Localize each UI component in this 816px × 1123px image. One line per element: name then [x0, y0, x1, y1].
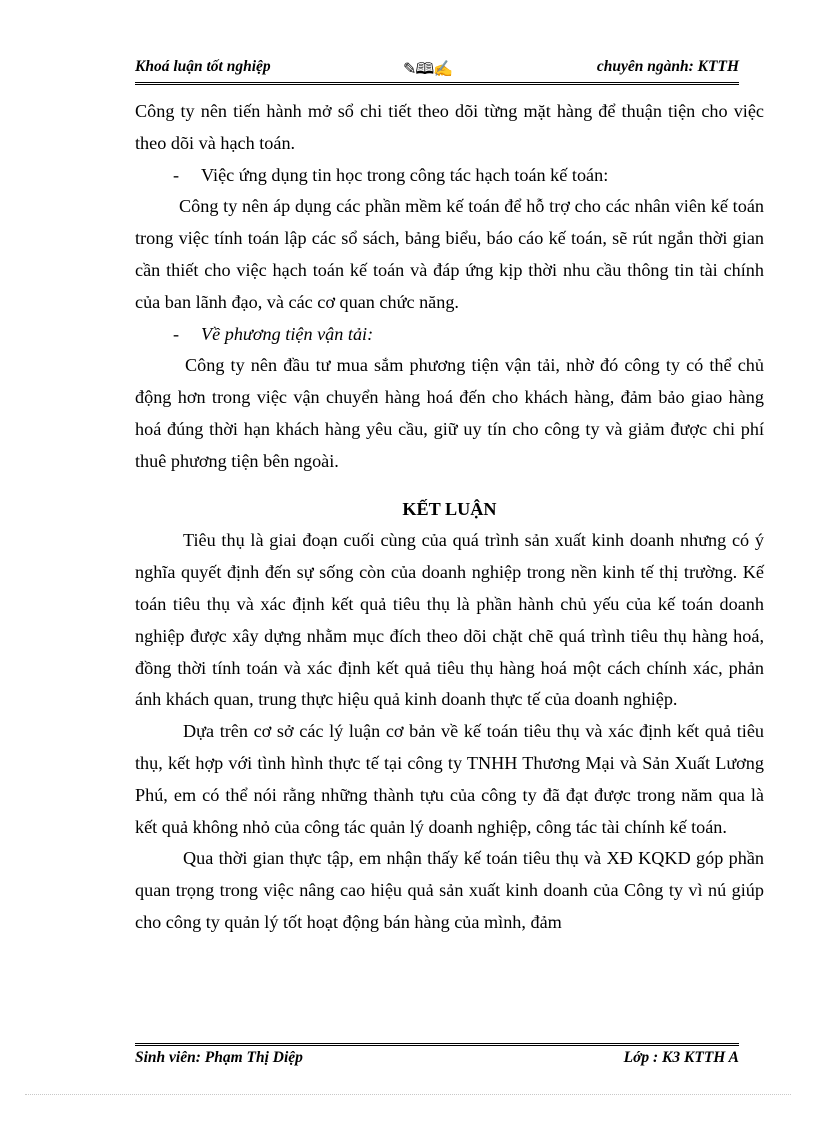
footer-student-name: Sinh viên: Phạm Thị Diệp [135, 1049, 303, 1066]
paragraph-transport-investment: Công ty nên đầu tư mua sắm phương tiện vận tải, nhờ đó công ty có thể chủ động hơn trong việc vận chuyển hàng hoá đến cho khách hàng, đảm bảo giao hàng hoá đúng thời hạn khách hàng yêu cầu, giữ uy tín cho công ty và giảm được chi phí thuê phương tiện bên ngoài. [135, 355, 764, 471]
section-heading-conclusion: KẾT LUẬN [402, 498, 497, 519]
paragraph-detail-ledger: Công ty nên tiến hành mở sổ chi tiết theo dõi từng mặt hàng để thuận tiện cho việc theo dõi và hạch toán. [135, 101, 764, 153]
paragraph-accounting-software: Công ty nên áp dụng các phần mềm kế toán để hỗ trợ cho các nhân viên kế toán trong việc tính toán lập các sổ sách, bảng biểu, báo cáo kế toán, sẽ rút ngắn thời gian cần thiết cho việc hạch toán kế toán và đáp ứng kịp thời nhu cầu thông tin tài chính của ban lãnh đạo, và các cơ quan chức năng. [135, 196, 764, 312]
bullet-dash: - [173, 164, 180, 185]
footer-class: Lớp : K3 KTTH A [623, 1049, 739, 1066]
paragraph-conclusion-2: Dựa trên cơ sở các lý luận cơ bản về kế toán tiêu thụ và xác định kết quả tiêu thụ, kết hợp với tình hình thực tế tại công ty TNHH Thương Mại và Sản Xuất Lương Phú, em có thể nói rằng những thành tựu của công ty đã đạt được trong năm qua là kết quả không nhỏ của công tác quản lý doanh nghiệp, công tác tài chính kế toán. [135, 721, 764, 837]
bullet-it-application [135, 160, 764, 192]
page-header [135, 58, 739, 82]
document-body [135, 96, 764, 939]
header-book-ornament-icon: ✎🕮✍ [403, 61, 453, 78]
paragraph-conclusion-3: Qua thời gian thực tập, em nhận thấy kế toán tiêu thụ và XĐ KQKD góp phần quan trọng trong việc nâng cao hiệu quả sản xuất kinh doanh của Công ty vì nú giúp cho công ty quản lý tốt hoạt động bán hàng của mình, đảm [135, 848, 764, 932]
bullet-transport [135, 319, 764, 351]
page-bottom-edge [25, 1094, 791, 1095]
header-major: chuyên ngành: KTTH [596, 58, 739, 75]
bullet-dash: - [173, 323, 180, 344]
page-footer [135, 1049, 739, 1071]
footer-divider [135, 1043, 739, 1046]
bullet-text: Về phương tiện vận tải: [201, 323, 374, 344]
header-divider [135, 82, 739, 85]
bullet-text: Việc ứng dụng tin học trong công tác hạch toán kế toán: [201, 164, 609, 185]
header-thesis-title: Khoá luận tốt nghiệp [135, 58, 271, 75]
paragraph-conclusion-1: Tiêu thụ là giai đoạn cuối cùng của quá trình sản xuất kinh doanh nhưng có ý nghĩa quyết định đến sự sống còn của doanh nghiệp trong nền kinh tế thị trường. Kế toán tiêu thụ và xác định kết quả tiêu thụ là phần hành chủ yếu của kế toán doanh nghiệp được xây dựng nhằm mục đích theo dõi chặt chẽ quá trình tiêu thụ hàng hoá, đồng thời tính toán và xác định kết quả tiêu thụ hàng hoá một cách chính xác, phản ánh khách quan, trung thực hiệu quả kinh doanh thực tế của doanh nghiệp. [135, 530, 764, 710]
